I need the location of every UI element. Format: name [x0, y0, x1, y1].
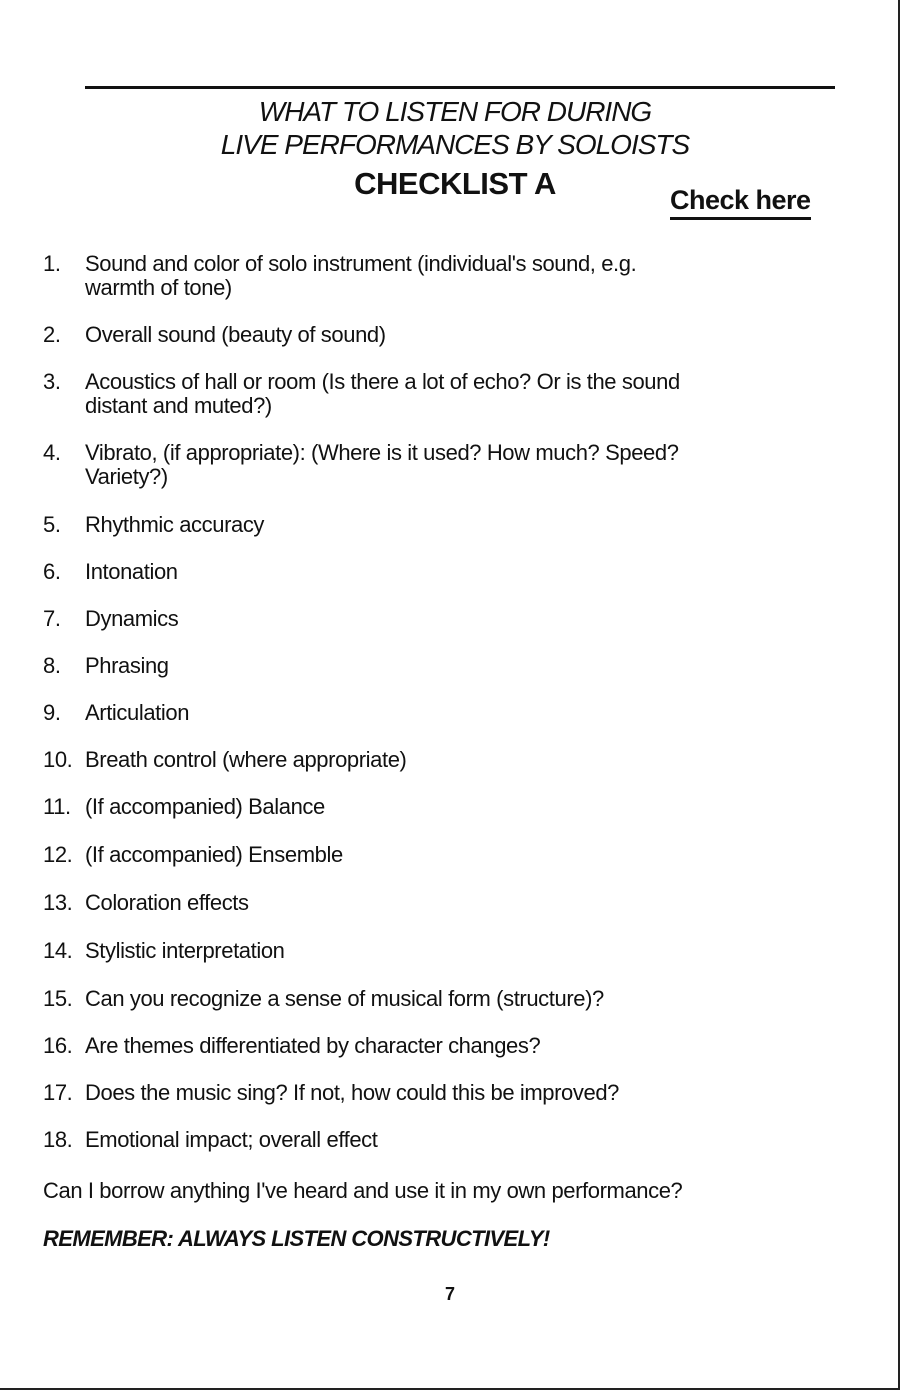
item-text: Coloration effects: [85, 890, 249, 915]
item-number: 15.: [43, 986, 73, 1011]
top-rule: [85, 86, 835, 89]
closing-question: Can I borrow anything I've heard and use it in my own performance?: [43, 1178, 683, 1203]
item-text: Sound and color of solo instrument (individual's sound, e.g. warmth of tone): [85, 251, 637, 300]
item-text: Emotional impact; overall effect: [85, 1127, 378, 1152]
item-text: Articulation: [85, 700, 190, 725]
item-text: (If accompanied) Balance: [85, 794, 325, 819]
item-number: 14.: [43, 938, 73, 963]
item-text: Vibrato, (if appropriate): (Where is it used? How much? Speed? Variety?): [85, 440, 679, 489]
item-text: Are themes differentiated by character changes?: [85, 1033, 541, 1058]
item-text: Rhythmic accuracy: [85, 512, 265, 537]
item-number: 9.: [43, 700, 61, 725]
item-text: Breath control (where appropriate): [85, 747, 407, 772]
item-number: 8.: [43, 653, 61, 678]
item-number: 1.: [43, 251, 61, 276]
item-number: 6.: [43, 559, 61, 584]
title-line-2: LIVE PERFORMANCES BY SOLOISTS: [220, 129, 690, 160]
item-number: 4.: [43, 440, 61, 465]
page-number: 7: [444, 1284, 455, 1304]
item-number: 7.: [43, 606, 61, 631]
check-here-label: Check here: [670, 184, 811, 220]
item-text: Phrasing: [85, 653, 169, 678]
item-text: Does the music sing? If not, how could this be improved?: [85, 1080, 620, 1105]
item-text: Intonation: [85, 559, 178, 584]
item-number: 17.: [43, 1080, 73, 1105]
item-number: 16.: [43, 1033, 73, 1058]
item-number: 2.: [43, 322, 61, 347]
item-number: 13.: [43, 890, 73, 915]
item-text: Can you recognize a sense of musical form (structure)?: [85, 986, 604, 1011]
item-number: 18.: [43, 1127, 73, 1152]
title-line-1: WHAT TO LISTEN FOR DURING: [258, 96, 652, 127]
item-text: Overall sound (beauty of sound): [85, 322, 386, 347]
item-text: Dynamics: [85, 606, 179, 631]
item-number: 10.: [43, 747, 73, 772]
item-text: Stylistic interpretation: [85, 938, 285, 963]
item-number: 11.: [43, 794, 71, 819]
checklist-heading: CHECKLIST A: [354, 166, 556, 201]
item-number: 5.: [43, 512, 61, 537]
item-number: 3.: [43, 369, 61, 394]
item-text: (If accompanied) Ensemble: [85, 842, 343, 867]
remember-note: REMEMBER: ALWAYS LISTEN CONSTRUCTIVELY!: [43, 1226, 550, 1251]
item-text: Acoustics of hall or room (Is there a lot of echo? Or is the sound distant and muted?): [85, 369, 680, 418]
item-number: 12.: [43, 842, 73, 867]
